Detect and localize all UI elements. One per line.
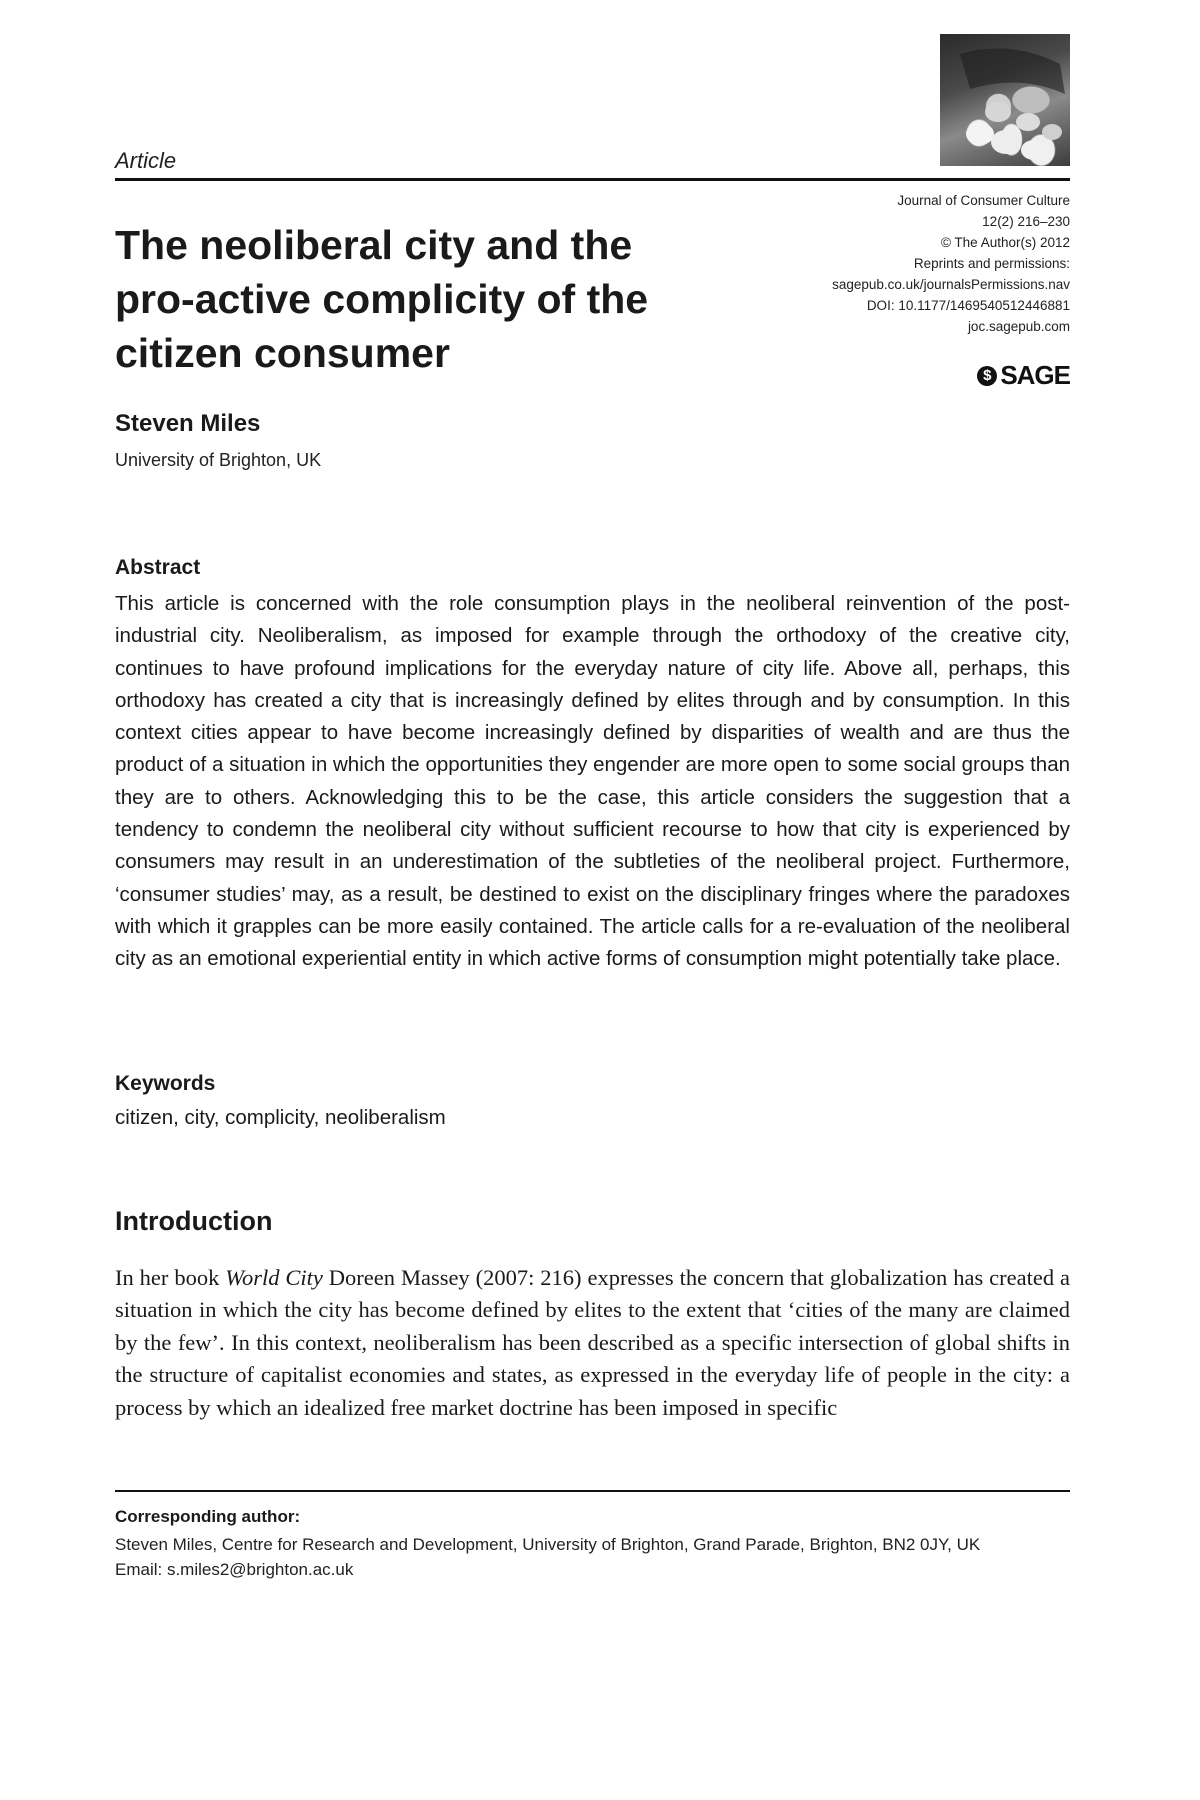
- journal-metadata: [832, 190, 1070, 337]
- permissions-link[interactable]: sagepub.co.uk/journalsPermissions.nav: [832, 277, 1070, 292]
- journal-cover-image: [940, 34, 1070, 166]
- keywords-heading: Keywords: [115, 1072, 216, 1095]
- publisher-name: SAGE: [1000, 360, 1070, 390]
- intro-text-rest: Doreen Massey (2007: 216) expresses the concern that globalization has created a situation in which the city has become defined by elites to the extent that ‘cities of the many are claimed by the few’. In this context, neoliberalism has been described as a specific intersection of global shifts in the structure of capitalist economies and states, as expressed in the everyday life of people in the city: a process by which an idealized free market doctrine has been imposed in specific: [115, 1265, 1070, 1420]
- copyright-notice: © The Author(s) 2012: [940, 235, 1070, 250]
- corresponding-author-heading: Corresponding author:: [115, 1507, 301, 1526]
- doi[interactable]: DOI: 10.1177/1469540512446881: [866, 298, 1070, 313]
- abstract-text: This article is concerned with the role consumption plays in the neoliberal reinvention of the post-industrial city. Neoliberalism, as imposed for example through the orthodoxy of the creative city, continues to have profound implications for the everyday nature of city life. Above all, perhaps, this orthodoxy has created a city that is increasingly defined by elites through and by consumption. In this context cities appear to have become increasingly defined by disparities of wealth and are thus the product of a situation in which the opportunities they engender are more open to some social groups than they are to others. Acknowledging this to be the case, this article considers the suggestion that a tendency to condemn the neoliberal city without sufficient recourse to how that city is experienced by consumers may result in an underestimation of the subtleties of the neoliberal project. Furthermore, ‘consumer studies’ may, as a result, be destined to exist on the disciplinary fringes where the paradoxes with which it grapples can be more easily contained. The article calls for a re-evaluation of the neoliberal city as an emotional experiential entity in which active forms of consumption might potentially take place.: [115, 592, 1070, 971]
- author-affiliation: University of Brighton, UK: [115, 450, 322, 470]
- footnote-divider: [115, 1490, 1070, 1492]
- cover-photo-graphic: [940, 34, 1070, 166]
- corresponding-author-details: [115, 1532, 1070, 1582]
- article-type-label: Article: [115, 148, 177, 173]
- journal-site-link[interactable]: joc.sagepub.com: [967, 319, 1070, 334]
- introduction-text: [115, 1262, 1070, 1424]
- sage-logo-icon: $: [977, 366, 997, 386]
- journal-name: Journal of Consumer Culture: [897, 193, 1070, 208]
- intro-text-start: In her book: [115, 1265, 226, 1290]
- introduction-heading: Introduction: [115, 1206, 273, 1236]
- author-name: Steven Miles: [115, 410, 261, 437]
- book-title: World City: [225, 1265, 323, 1290]
- reprints-label: Reprints and permissions:: [913, 256, 1070, 271]
- header-divider: [115, 178, 1070, 181]
- journal-volume: 12(2) 216–230: [982, 214, 1070, 229]
- abstract-heading: Abstract: [115, 556, 201, 579]
- corresponding-address: Steven Miles, Centre for Research and Development, University of Brighton, Grand Parade, Brighton, BN2 0JY, UK: [115, 1535, 981, 1554]
- article-title: The neoliberal city and the pro-active complicity of the citizen consumer: [115, 222, 649, 376]
- corresponding-email[interactable]: Email: s.miles2@brighton.ac.uk: [115, 1560, 354, 1579]
- keywords-list: citizen, city, complicity, neoliberalism: [115, 1106, 446, 1129]
- sage-logo: [977, 360, 1070, 391]
